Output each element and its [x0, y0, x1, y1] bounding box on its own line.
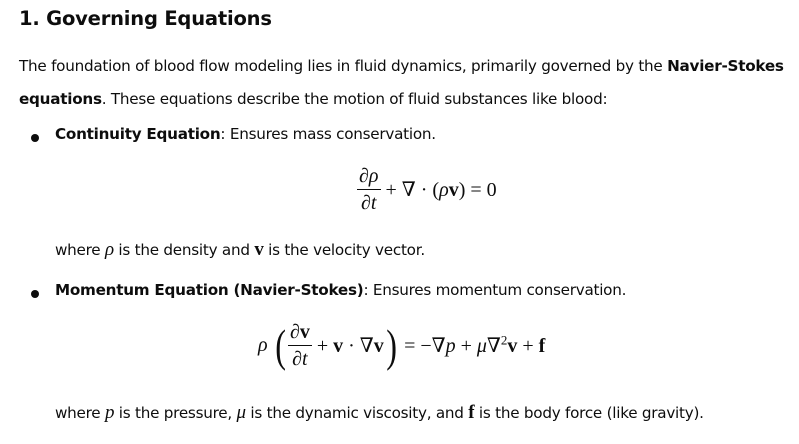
- continuity-where-text: where ρ is the density and v is the velocity vector.: [55, 239, 425, 260]
- bullet-title: Momentum Equation (Navier-Stokes): [55, 281, 364, 299]
- intro-text-1: The foundation of blood flow modeling lies in fluid dynamics, primarily governed by the: [19, 57, 668, 75]
- bullet-description: : Ensures momentum conservation.: [363, 281, 627, 299]
- continuity-equation: $\frac{\partial\rho}{\partial t}$ + ∇ · (ρv) = 0: [359, 165, 497, 214]
- section-heading: 1. Governing Equations: [19, 7, 272, 30]
- bullet-title: Continuity Equation: [55, 125, 221, 143]
- fraction: $\frac{\partial v}{\partial t}$: [289, 321, 310, 370]
- fraction: $\frac{\partial\rho}{\partial t}$: [359, 165, 379, 214]
- bullet-dot: [31, 290, 39, 298]
- navier-stokes-equation: ρ ( $\frac{\partial v}{\partial t}$ + v · ∇v) = −∇p + μ∇$^2$v + f: [258, 319, 546, 371]
- bullet-continuity: [55, 125, 436, 143]
- intro-bold-term: Navier-Stokes equations: [19, 57, 784, 108]
- intro-paragraph: [19, 50, 794, 116]
- bullet-momentum: [55, 281, 626, 299]
- momentum-where-text: where p is the pressure, μ is the dynamic viscosity, and f is the body force (like gravity).: [55, 402, 704, 423]
- bullet-description: : Ensures mass conservation.: [220, 125, 436, 143]
- bullet-dot: [31, 134, 39, 142]
- intro-text-2: . These equations describe the motion of fluid substances like blood:: [101, 90, 608, 108]
